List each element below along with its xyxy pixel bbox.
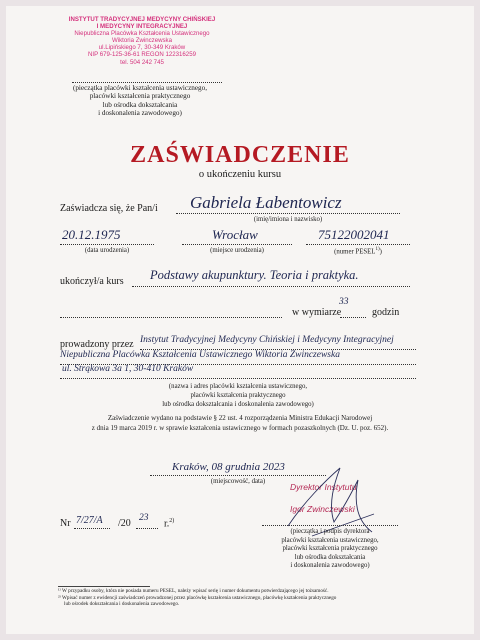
issue-place-date: Kraków, 08 grudnia 2023 xyxy=(172,461,285,473)
number-suffix xyxy=(164,518,174,529)
birth-date: 20.12.1975 xyxy=(62,227,121,242)
person-caption: (imię/imiona i nazwisko) xyxy=(253,216,323,223)
pesel-value: 75122002041 xyxy=(318,227,390,242)
birth-date-dots xyxy=(60,244,154,245)
legal-line-2: z dnia 19 marca 2019 r. w sprawie kształcenia ustawicznego w formach pozaszkolnych (Dz. U. poz. 652). xyxy=(91,424,389,432)
person-dotted-line xyxy=(176,213,400,214)
director-stamp-name: Igor Zwinczewski xyxy=(290,504,355,514)
pesel-footnote-ref: 1) xyxy=(375,247,380,252)
number-year-dots xyxy=(136,528,158,529)
stamp-caption-line-2: placówki kształcenia praktycznego xyxy=(89,92,191,101)
organizer-caption xyxy=(60,382,416,409)
person-label: Zaświadcza się, że Pan/i xyxy=(60,203,158,214)
footnote-2b: lub ośrodek dokształcania i doskonalenia zawodowego. xyxy=(64,601,180,608)
director-stamp-title: Dyrektor Instytutu xyxy=(290,482,357,492)
footnote-2a: ²⁾ Wpisać numer z ewidencji zaświadczeń prowadzonej przez placówkę kształcenia ustawicznego, placówkę kształcenia praktycznego xyxy=(58,594,337,601)
pesel-caption-text: (numer PESEL xyxy=(334,248,376,256)
organizer-caption-2: placówki kształcenia praktycznego xyxy=(190,392,286,399)
stamp-line-1: INSTYTUT TRADYCYJNEJ MEDYCYNY CHIŃSKIEJ xyxy=(68,16,216,23)
organizer-dots-3 xyxy=(60,378,416,379)
footnotes xyxy=(58,588,438,608)
institution-stamp xyxy=(44,16,240,66)
legal-line-1: Zaświadczenie wydano na podstawie § 22 ust. 4 rozporządzenia Ministra Edukacji Narodowej xyxy=(107,414,373,422)
number-dots xyxy=(74,528,110,529)
stamp-line-4: Wiktoria Zwinczewska xyxy=(112,37,172,45)
stamp-caption-line-1: (pieczątka placówki kształcenia ustawicznego, xyxy=(72,84,208,92)
course-dotted-line xyxy=(132,286,410,287)
pesel-dots xyxy=(306,244,410,245)
organizer-line-2: Niepubliczna Placówka Kształcenia Ustawicznego Wiktoria Zwinczewska xyxy=(60,350,340,360)
number-year: 23 xyxy=(139,513,149,523)
course-second-dotted-line xyxy=(60,317,282,318)
number-value: 7/27/A xyxy=(76,515,103,526)
organizer-line-3: ul. Strąkowa 3a 1, 30-410 Kraków xyxy=(62,364,194,374)
course-label: ukończył/a kurs xyxy=(60,276,124,287)
hours-unit: godzin xyxy=(372,307,400,318)
stamp-line-6: NIP 679-125-36-61 REGON 122316259 xyxy=(88,51,196,59)
number-prefix: Nr xyxy=(60,518,71,529)
stamp-caption-line-4: i doskonalenia zawodowego) xyxy=(98,109,182,118)
person-name: Gabriela Łabentowicz xyxy=(190,193,342,212)
document-title: ZAŚWIADCZENIE xyxy=(130,142,350,168)
birth-place: Wrocław xyxy=(212,227,258,242)
birth-place-caption: (miejsce urodzenia) xyxy=(210,247,264,254)
stamp-caption xyxy=(40,84,240,118)
number-year-prefix: /20 xyxy=(118,518,131,529)
stamp-line-5: ul.Lipińskiego 7, 30-349 Kraków xyxy=(98,44,186,52)
signature-caption-1: (pieczątka i podpis dyrektora xyxy=(290,528,370,535)
footnote-separator xyxy=(58,586,150,587)
signature-caption-3: placówki kształcenia praktycznego xyxy=(282,545,378,553)
signature-caption xyxy=(258,528,402,571)
birth-place-dots xyxy=(182,244,292,245)
signature-caption-5: i doskonalenia zawodowego) xyxy=(290,562,370,570)
organizer-line-1: Instytut Tradycyjnej Medycyny Chińskiej i Medycyny Integracyjnej xyxy=(140,335,394,345)
stamp-line-2: I MEDYCYNY INTEGRACYJNEJ xyxy=(96,23,188,31)
pesel-caption-end: ) xyxy=(379,248,382,256)
organizer-label: prowadzony przez xyxy=(60,339,134,350)
signature-caption-4: lub ośrodka dokształcania xyxy=(294,553,366,561)
hours-dotted-line xyxy=(340,317,366,318)
hours-value: 33 xyxy=(339,297,349,307)
stamp-caption-line-3: lub ośrodka dokształcania xyxy=(102,100,178,109)
number-suffix-text: r. xyxy=(164,518,170,530)
stamp-dotted-line xyxy=(72,82,222,83)
birth-date-caption: (data urodzenia) xyxy=(84,247,130,254)
number-footnote-ref: 2) xyxy=(169,518,175,524)
footnote-1: ¹⁾ W przypadku osoby, która nie posiada numeru PESEL, należy wpisać serię i numer dokumentu potwierdzającego jej tożsamość. xyxy=(58,588,329,594)
legal-basis xyxy=(60,413,420,433)
course-name: Podstawy akupunktury. Teoria i praktyka. xyxy=(150,268,359,282)
signature-caption-2: placówki kształcenia ustawicznego, xyxy=(281,536,379,544)
signature-dots xyxy=(262,525,398,526)
issue-caption: (miejscowość, data) xyxy=(210,478,266,485)
stamp-line-3: Niepubliczna Placówka Kształcenia Ustawicznego xyxy=(74,30,210,38)
stamp-line-7: tel. 504 242 745 xyxy=(120,58,164,66)
organizer-caption-3: lub ośrodka dokształcania i doskonalenia zawodowego) xyxy=(162,401,314,408)
organizer-caption-1: (nazwa i adres placówki kształcenia ustawicznego, xyxy=(168,383,308,390)
document-subtitle: o ukończeniu kursu xyxy=(198,169,282,180)
hours-label: w wymiarze xyxy=(292,307,342,318)
pesel-caption xyxy=(306,247,410,255)
